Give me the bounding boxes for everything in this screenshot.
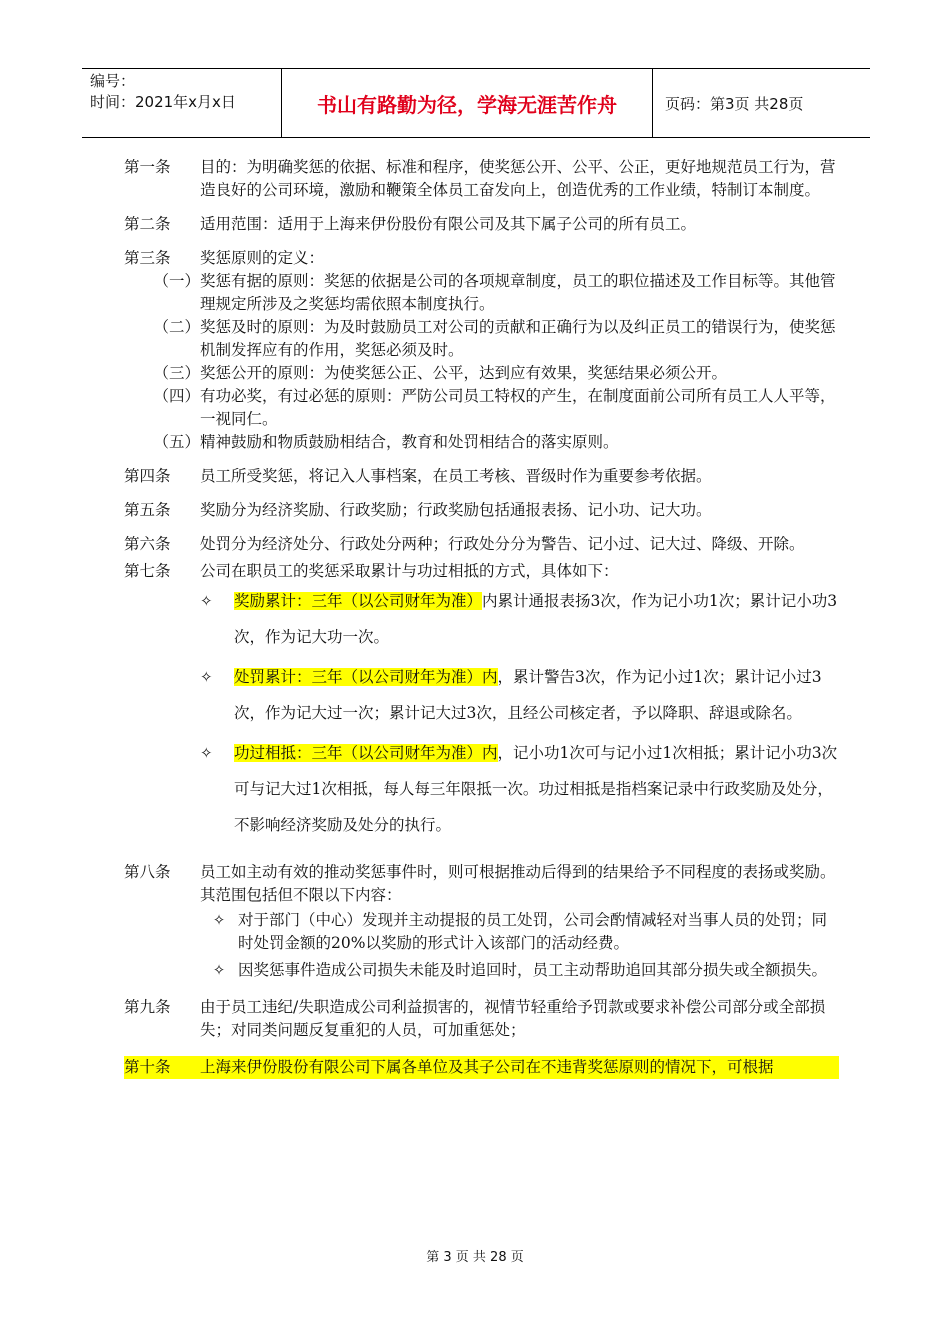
page-footer: 第 3 页 共 28 页 <box>426 1250 524 1265</box>
time-label: 时间：2021年x月x日 <box>90 93 236 111</box>
list-item <box>200 909 839 955</box>
header-page-info: 页码：第3页 共28页 <box>665 94 804 113</box>
item-text: 奖惩公开的原则：为使奖惩公正、公平，达到应有效果，奖惩结果必须公开。 <box>200 364 728 382</box>
diamond-star-icon: ✧ <box>212 961 226 979</box>
article-text: 员工如主动有效的推动奖惩事件时，则可根据推动后得到的结果给予不同程度的表扬或奖励。其范围包括但不限以下内容： <box>200 863 836 904</box>
article-text: 处罚分为经济处分、行政处分两种；行政处分分为警告、记小过、记大过、降级、开除。 <box>200 535 805 553</box>
item-index: （一） <box>153 272 200 290</box>
article-10 <box>124 1056 839 1079</box>
article-text: 上海来伊份股份有限公司下属各单位及其子公司在不违背奖惩原则的情况下，可根据 <box>200 1058 774 1076</box>
article-text: 由于员工违纪/失职造成公司利益损害的，视情节轻重给予罚款或要求补偿公司部分或全部损失；对同类问题反复重犯的人员，可加重惩处； <box>200 998 826 1039</box>
list-item <box>80 385 839 431</box>
item-text: 因奖惩事件造成公司损失未能及时追回时，员工主动帮助追回其部分损失或全额损失。 <box>238 961 828 979</box>
item-text: 奖惩及时的原则：为及时鼓励员工对公司的贡献和正确行为以及纠正员工的错误行为，使奖惩机制发挥应有的作用，奖惩必须及时。 <box>200 318 836 359</box>
article-4 <box>124 465 839 488</box>
item-index: （四） <box>153 387 200 405</box>
article-number: 第五条 <box>124 501 171 519</box>
article-number: 第二条 <box>124 215 171 233</box>
rule-text: ，记小功1次可与记小过1次相抵；累计记小功3次可与记大过1次相抵，每人每三年限抵一次。功过相抵是指档案记录中行政奖励及处分，不影响经济奖励及处分的执行。 <box>234 744 838 834</box>
diamond-star-icon: ✧ <box>200 668 213 686</box>
item-text: 奖惩有据的原则：奖惩的依据是公司的各项规章制度，员工的职位描述及工作目标等。其他管理规定所涉及之奖惩均需依照本制度执行。 <box>200 272 836 313</box>
item-text: 精神鼓励和物质鼓励相结合，教育和处罚相结合的落实原则。 <box>200 433 619 451</box>
item-index: （三） <box>153 364 200 382</box>
article-8 <box>124 861 839 907</box>
article-6 <box>124 533 839 556</box>
article-number: 第四条 <box>124 467 171 485</box>
principle-list <box>124 270 839 454</box>
item-text: 有功必奖，有过必惩的原则：严防公司员工特权的产生，在制度面前公司所有员工人人平等，一视同仁。 <box>200 387 836 428</box>
highlighted-rule-title: 处罚累计：三年（以公司财年为准）内 <box>234 668 498 686</box>
article-5 <box>124 499 839 522</box>
list-item <box>80 431 839 454</box>
article-text: 适用范围：适用于上海来伊份股份有限公司及其下属子公司的所有员工。 <box>200 215 697 233</box>
article-text: 公司在职员工的奖惩采取累计与功过相抵的方式，具体如下： <box>200 562 619 580</box>
article-text: 目的：为明确奖惩的依据、标准和程序，使奖惩公开、公平、公正，更好地规范员工行为，营造良好的公司环境，激励和鞭策全体员工奋发向上，创造优秀的工作业绩，特制订本制度。 <box>200 158 836 199</box>
article-number: 第十条 <box>124 1058 171 1076</box>
highlighted-rule-title: 奖励累计：三年（以公司财年为准） <box>234 592 483 610</box>
rule-text: ，累计警告3次，作为记小过1次；累计记小过3次，作为记大过一次；累计记大过3次，且经公司核定者，予以降职、辞退或除名。 <box>234 668 822 722</box>
item-text: 对于部门（中心）发现并主动提报的员工处罚，公司会酌情减轻对当事人员的处罚；同时处罚金额的20%以奖励的形式计入该部门的活动经费。 <box>238 911 828 952</box>
document-header <box>82 68 870 138</box>
promotion-list <box>200 909 839 982</box>
list-item <box>80 316 839 362</box>
article-number: 第八条 <box>124 863 171 881</box>
article-text: 员工所受奖惩，将记入人事档案，在员工考核、晋级时作为重要参考依据。 <box>200 467 712 485</box>
accumulation-rules <box>200 583 839 843</box>
article-number: 第六条 <box>124 535 171 553</box>
list-item <box>80 270 839 316</box>
article-9 <box>124 996 839 1042</box>
article-number: 第七条 <box>124 562 171 580</box>
item-index: （二） <box>153 318 200 336</box>
article-number: 第三条 <box>124 249 171 267</box>
list-item <box>80 362 839 385</box>
item-index: （五） <box>153 433 200 451</box>
document-body <box>124 156 839 1090</box>
article-number: 第一条 <box>124 158 171 176</box>
diamond-star-icon: ✧ <box>200 592 213 610</box>
diamond-star-icon: ✧ <box>200 744 213 762</box>
article-3 <box>124 247 839 270</box>
article-1 <box>124 156 839 202</box>
list-item <box>200 659 839 731</box>
header-meta <box>82 69 282 137</box>
article-text: 奖惩原则的定义： <box>200 249 325 267</box>
header-motto: 书山有路勤为径，学海无涯苦作舟 <box>282 69 653 137</box>
rule-text: 内累计通报表扬3次，作为记小功1次；累计记小功3次，作为记大功一次。 <box>234 592 838 646</box>
article-number: 第九条 <box>124 998 171 1016</box>
list-item <box>200 959 839 982</box>
article-text: 奖励分为经济奖励、行政奖励；行政奖励包括通报表扬、记小功、记大功。 <box>200 501 712 519</box>
diamond-star-icon: ✧ <box>212 911 226 929</box>
number-label: 编号： <box>90 72 136 90</box>
article-2 <box>124 213 839 236</box>
highlighted-rule-title: 功过相抵：三年（以公司财年为准）内 <box>234 744 498 762</box>
article-7 <box>124 560 839 583</box>
list-item <box>200 735 839 843</box>
list-item <box>200 583 839 655</box>
